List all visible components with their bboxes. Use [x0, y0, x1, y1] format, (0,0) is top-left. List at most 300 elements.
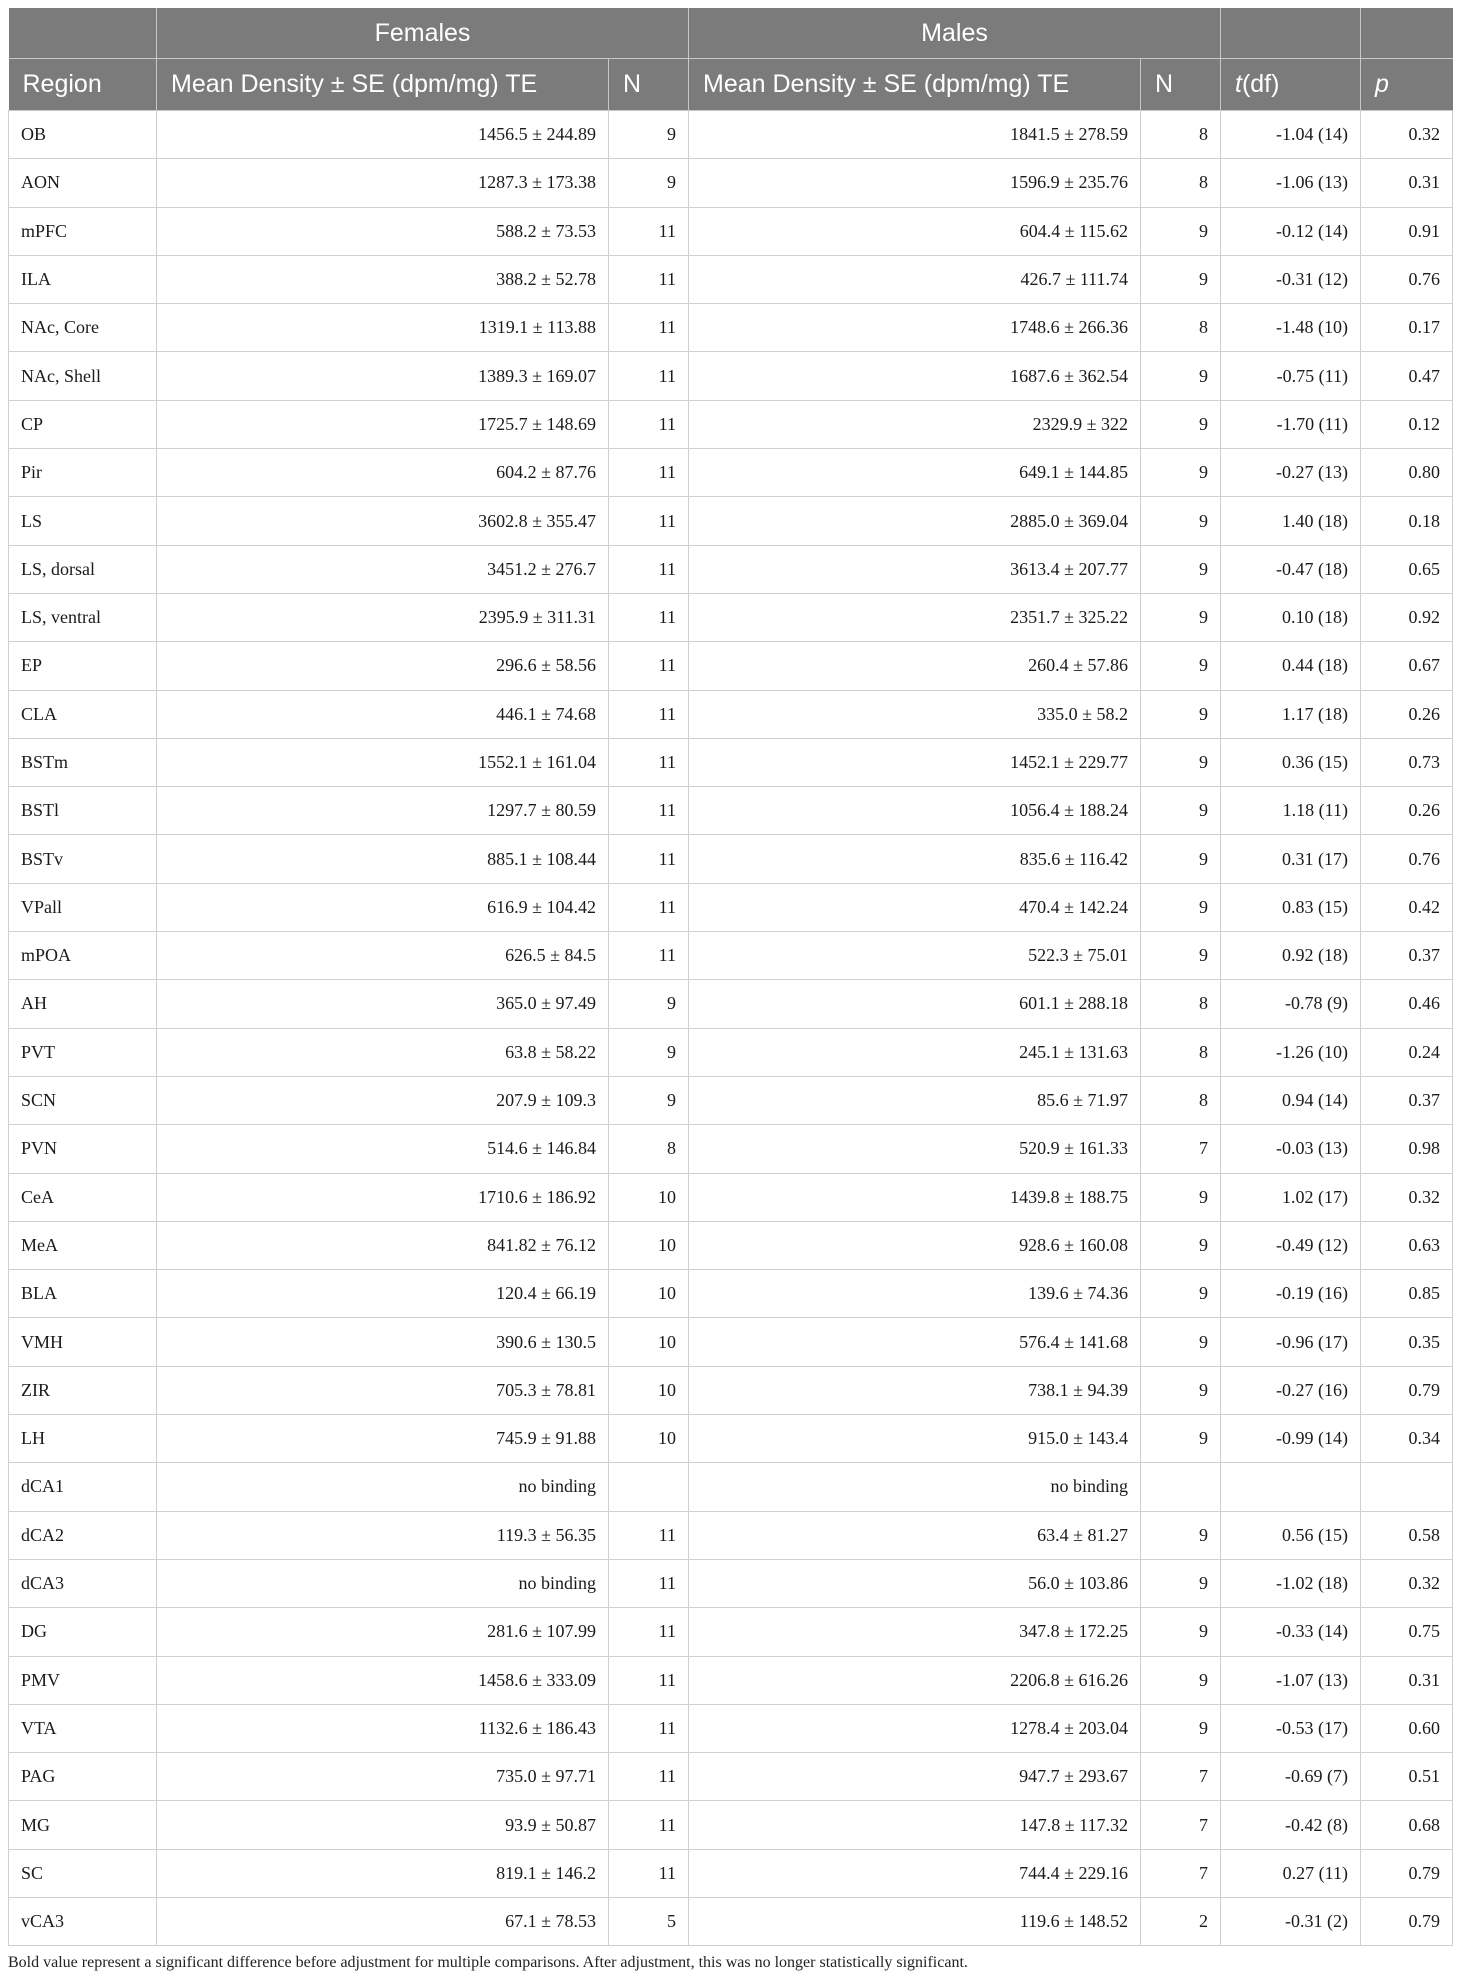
- cell-female-mean: 1287.3 ± 173.38: [157, 159, 609, 207]
- cell-region: CLA: [9, 690, 157, 738]
- cell-female-mean: 1319.1 ± 113.88: [157, 304, 609, 352]
- cell-male-n: 9: [1141, 449, 1221, 497]
- cell-p: 0.63: [1361, 1221, 1453, 1269]
- cell-male-n: 9: [1141, 690, 1221, 738]
- cell-female-n: 10: [609, 1366, 689, 1414]
- cell-male-n: 7: [1141, 1753, 1221, 1801]
- cell-male-n: 9: [1141, 642, 1221, 690]
- cell-p: [1361, 1463, 1453, 1511]
- table-container: [8, 8, 1452, 1972]
- table-row: [9, 1366, 1453, 1414]
- cell-t: -0.53 (17): [1221, 1704, 1361, 1752]
- header-p: [1361, 59, 1453, 111]
- cell-female-n: 11: [609, 449, 689, 497]
- cell-male-mean: 649.1 ± 144.85: [689, 449, 1141, 497]
- cell-male-mean: 1056.4 ± 188.24: [689, 787, 1141, 835]
- header-region: Region: [9, 59, 157, 111]
- cell-p: 0.65: [1361, 545, 1453, 593]
- cell-t: -0.69 (7): [1221, 1753, 1361, 1801]
- cell-female-n: 11: [609, 787, 689, 835]
- cell-t: 1.40 (18): [1221, 497, 1361, 545]
- cell-male-mean: 2351.7 ± 325.22: [689, 593, 1141, 641]
- cell-male-mean: 426.7 ± 111.74: [689, 255, 1141, 303]
- cell-t: 1.17 (18): [1221, 690, 1361, 738]
- cell-male-mean: 1748.6 ± 266.36: [689, 304, 1141, 352]
- cell-female-mean: 296.6 ± 58.56: [157, 642, 609, 690]
- table-row: [9, 1849, 1453, 1897]
- cell-female-n: 5: [609, 1897, 689, 1945]
- cell-region: LS, ventral: [9, 593, 157, 641]
- cell-region: LS: [9, 497, 157, 545]
- cell-male-mean: 347.8 ± 172.25: [689, 1608, 1141, 1656]
- cell-male-n: 9: [1141, 738, 1221, 786]
- cell-male-mean: 2206.8 ± 616.26: [689, 1656, 1141, 1704]
- cell-p: 0.37: [1361, 1076, 1453, 1124]
- cell-male-mean: 947.7 ± 293.67: [689, 1753, 1141, 1801]
- cell-region: dCA2: [9, 1511, 157, 1559]
- cell-female-n: 9: [609, 980, 689, 1028]
- cell-female-n: 10: [609, 1318, 689, 1366]
- cell-region: vCA3: [9, 1897, 157, 1945]
- table-row: [9, 304, 1453, 352]
- cell-region: dCA1: [9, 1463, 157, 1511]
- cell-female-n: 11: [609, 1608, 689, 1656]
- cell-t: -0.33 (14): [1221, 1608, 1361, 1656]
- cell-t: -0.31 (12): [1221, 255, 1361, 303]
- cell-male-mean: 3613.4 ± 207.77: [689, 545, 1141, 593]
- cell-female-mean: 1389.3 ± 169.07: [157, 352, 609, 400]
- cell-region: VMH: [9, 1318, 157, 1366]
- cell-t: -0.12 (14): [1221, 207, 1361, 255]
- cell-p: 0.26: [1361, 690, 1453, 738]
- table-row: [9, 787, 1453, 835]
- cell-t: 0.10 (18): [1221, 593, 1361, 641]
- cell-male-n: 9: [1141, 1415, 1221, 1463]
- cell-region: Pir: [9, 449, 157, 497]
- table-row: [9, 111, 1453, 159]
- cell-female-n: 9: [609, 1028, 689, 1076]
- table-row: [9, 883, 1453, 931]
- cell-region: BSTl: [9, 787, 157, 835]
- cell-t: -0.31 (2): [1221, 1897, 1361, 1945]
- cell-female-mean: 67.1 ± 78.53: [157, 1897, 609, 1945]
- table-row: [9, 1125, 1453, 1173]
- cell-region: SC: [9, 1849, 157, 1897]
- cell-region: AH: [9, 980, 157, 1028]
- cell-male-mean: 604.4 ± 115.62: [689, 207, 1141, 255]
- cell-p: 0.32: [1361, 1559, 1453, 1607]
- cell-t: -0.27 (16): [1221, 1366, 1361, 1414]
- cell-female-n: 11: [609, 835, 689, 883]
- cell-male-n: 8: [1141, 1076, 1221, 1124]
- cell-female-mean: 841.82 ± 76.12: [157, 1221, 609, 1269]
- cell-female-mean: 1456.5 ± 244.89: [157, 111, 609, 159]
- cell-p: 0.18: [1361, 497, 1453, 545]
- cell-male-n: 8: [1141, 304, 1221, 352]
- cell-p: 0.67: [1361, 642, 1453, 690]
- cell-male-mean: 520.9 ± 161.33: [689, 1125, 1141, 1173]
- cell-region: BLA: [9, 1270, 157, 1318]
- table-header: [9, 8, 1453, 111]
- header-male-mean: Mean Density ± SE (dpm/mg) TE: [689, 59, 1141, 111]
- cell-male-n: 9: [1141, 1559, 1221, 1607]
- cell-female-n: 9: [609, 1076, 689, 1124]
- cell-female-mean: 1552.1 ± 161.04: [157, 738, 609, 786]
- cell-female-mean: 819.1 ± 146.2: [157, 1849, 609, 1897]
- cell-p: 0.79: [1361, 1897, 1453, 1945]
- cell-male-n: 9: [1141, 835, 1221, 883]
- cell-female-mean: 446.1 ± 74.68: [157, 690, 609, 738]
- cell-p: 0.85: [1361, 1270, 1453, 1318]
- cell-region: DG: [9, 1608, 157, 1656]
- cell-female-mean: 207.9 ± 109.3: [157, 1076, 609, 1124]
- cell-male-n: [1141, 1463, 1221, 1511]
- table-row: [9, 980, 1453, 1028]
- table-row: [9, 690, 1453, 738]
- table-row: [9, 1897, 1453, 1945]
- cell-female-mean: 616.9 ± 104.42: [157, 883, 609, 931]
- cell-male-n: 9: [1141, 400, 1221, 448]
- cell-t: 0.92 (18): [1221, 932, 1361, 980]
- cell-t: -1.26 (10): [1221, 1028, 1361, 1076]
- table-row: [9, 1463, 1453, 1511]
- cell-male-mean: 63.4 ± 81.27: [689, 1511, 1141, 1559]
- header-group-males: Males: [689, 8, 1221, 59]
- cell-female-mean: 1710.6 ± 186.92: [157, 1173, 609, 1221]
- cell-t: 0.31 (17): [1221, 835, 1361, 883]
- cell-female-n: 10: [609, 1415, 689, 1463]
- cell-t: -1.04 (14): [1221, 111, 1361, 159]
- cell-t: -1.07 (13): [1221, 1656, 1361, 1704]
- table-row: [9, 738, 1453, 786]
- cell-female-n: 11: [609, 1704, 689, 1752]
- cell-female-n: 11: [609, 1656, 689, 1704]
- cell-male-mean: 928.6 ± 160.08: [689, 1221, 1141, 1269]
- cell-male-mean: 1841.5 ± 278.59: [689, 111, 1141, 159]
- cell-female-mean: 705.3 ± 78.81: [157, 1366, 609, 1414]
- cell-female-mean: 604.2 ± 87.76: [157, 449, 609, 497]
- cell-region: CeA: [9, 1173, 157, 1221]
- header-female-mean: Mean Density ± SE (dpm/mg) TE: [157, 59, 609, 111]
- cell-t: -0.78 (9): [1221, 980, 1361, 1028]
- table-row: [9, 1656, 1453, 1704]
- table-row: [9, 1221, 1453, 1269]
- cell-region: ZIR: [9, 1366, 157, 1414]
- table-row: [9, 1076, 1453, 1124]
- header-p-italic: p: [1375, 70, 1389, 98]
- cell-female-n: 11: [609, 207, 689, 255]
- cell-t: -0.19 (16): [1221, 1270, 1361, 1318]
- cell-region: VPall: [9, 883, 157, 931]
- cell-male-mean: 1439.8 ± 188.75: [689, 1173, 1141, 1221]
- table-row: [9, 1173, 1453, 1221]
- cell-t: -0.99 (14): [1221, 1415, 1361, 1463]
- cell-t: -0.42 (8): [1221, 1801, 1361, 1849]
- cell-female-n: 11: [609, 352, 689, 400]
- cell-male-n: 9: [1141, 883, 1221, 931]
- cell-male-mean: 470.4 ± 142.24: [689, 883, 1141, 931]
- cell-region: dCA3: [9, 1559, 157, 1607]
- cell-t: -1.48 (10): [1221, 304, 1361, 352]
- header-group-row: [9, 8, 1453, 59]
- cell-female-mean: 390.6 ± 130.5: [157, 1318, 609, 1366]
- cell-t: -0.27 (13): [1221, 449, 1361, 497]
- cell-female-mean: 588.2 ± 73.53: [157, 207, 609, 255]
- cell-male-n: 7: [1141, 1125, 1221, 1173]
- cell-male-mean: 601.1 ± 288.18: [689, 980, 1141, 1028]
- cell-female-n: 11: [609, 304, 689, 352]
- table-row: [9, 1704, 1453, 1752]
- cell-p: 0.31: [1361, 159, 1453, 207]
- cell-female-mean: 885.1 ± 108.44: [157, 835, 609, 883]
- cell-female-n: 11: [609, 738, 689, 786]
- cell-female-n: 11: [609, 1801, 689, 1849]
- cell-female-mean: 119.3 ± 56.35: [157, 1511, 609, 1559]
- cell-region: MG: [9, 1801, 157, 1849]
- cell-female-n: 11: [609, 1849, 689, 1897]
- cell-region: LH: [9, 1415, 157, 1463]
- cell-male-mean: 260.4 ± 57.86: [689, 642, 1141, 690]
- cell-female-mean: 365.0 ± 97.49: [157, 980, 609, 1028]
- cell-male-n: 9: [1141, 593, 1221, 641]
- cell-t: -1.02 (18): [1221, 1559, 1361, 1607]
- table-row: [9, 1028, 1453, 1076]
- cell-male-mean: 56.0 ± 103.86: [689, 1559, 1141, 1607]
- cell-male-mean: 738.1 ± 94.39: [689, 1366, 1141, 1414]
- header-column-row: [9, 59, 1453, 111]
- cell-male-mean: 2885.0 ± 369.04: [689, 497, 1141, 545]
- cell-region: mPFC: [9, 207, 157, 255]
- table-row: [9, 1318, 1453, 1366]
- cell-region: PVN: [9, 1125, 157, 1173]
- cell-region: SCN: [9, 1076, 157, 1124]
- cell-p: 0.47: [1361, 352, 1453, 400]
- cell-region: NAc, Shell: [9, 352, 157, 400]
- cell-p: 0.26: [1361, 787, 1453, 835]
- table-row: [9, 400, 1453, 448]
- table-row: [9, 352, 1453, 400]
- cell-female-n: 9: [609, 159, 689, 207]
- cell-t: -1.70 (11): [1221, 400, 1361, 448]
- cell-female-mean: 281.6 ± 107.99: [157, 1608, 609, 1656]
- cell-male-n: 9: [1141, 1704, 1221, 1752]
- table-row: [9, 1608, 1453, 1656]
- cell-region: PAG: [9, 1753, 157, 1801]
- cell-female-mean: no binding: [157, 1463, 609, 1511]
- header-t: t(df): [1221, 59, 1361, 111]
- cell-region: VTA: [9, 1704, 157, 1752]
- cell-male-n: 9: [1141, 545, 1221, 593]
- cell-region: MeA: [9, 1221, 157, 1269]
- cell-p: 0.80: [1361, 449, 1453, 497]
- cell-t: -0.03 (13): [1221, 1125, 1361, 1173]
- cell-p: 0.92: [1361, 593, 1453, 641]
- cell-t: 1.18 (11): [1221, 787, 1361, 835]
- cell-female-mean: 735.0 ± 97.71: [157, 1753, 609, 1801]
- cell-male-mean: 522.3 ± 75.01: [689, 932, 1141, 980]
- cell-region: mPOA: [9, 932, 157, 980]
- cell-male-n: 9: [1141, 352, 1221, 400]
- cell-male-mean: 245.1 ± 131.63: [689, 1028, 1141, 1076]
- cell-region: PMV: [9, 1656, 157, 1704]
- cell-t: 0.83 (15): [1221, 883, 1361, 931]
- table-row: [9, 1559, 1453, 1607]
- header-t-italic: t: [1235, 70, 1242, 98]
- cell-male-n: 9: [1141, 1511, 1221, 1559]
- cell-p: 0.98: [1361, 1125, 1453, 1173]
- cell-male-n: 7: [1141, 1849, 1221, 1897]
- cell-male-mean: 1596.9 ± 235.76: [689, 159, 1141, 207]
- cell-female-n: 11: [609, 593, 689, 641]
- cell-male-n: 9: [1141, 1221, 1221, 1269]
- table-row: [9, 255, 1453, 303]
- cell-female-n: 11: [609, 400, 689, 448]
- cell-female-n: 11: [609, 932, 689, 980]
- cell-p: 0.32: [1361, 1173, 1453, 1221]
- cell-female-n: 11: [609, 255, 689, 303]
- cell-male-n: 9: [1141, 1366, 1221, 1414]
- cell-male-n: 9: [1141, 1318, 1221, 1366]
- cell-p: 0.32: [1361, 111, 1453, 159]
- table-row: [9, 1415, 1453, 1463]
- cell-region: CP: [9, 400, 157, 448]
- cell-female-mean: 1725.7 ± 148.69: [157, 400, 609, 448]
- header-male-n: N: [1141, 59, 1221, 111]
- table-row: [9, 1801, 1453, 1849]
- cell-region: OB: [9, 111, 157, 159]
- cell-t: -0.96 (17): [1221, 1318, 1361, 1366]
- cell-female-n: [609, 1463, 689, 1511]
- cell-t: -0.49 (12): [1221, 1221, 1361, 1269]
- table-footnote: Bold value represent a significant difference before adjustment for multiple comparisons. After adjustment, this was no longer statistically significant.: [8, 1954, 968, 1972]
- cell-female-n: 10: [609, 1221, 689, 1269]
- cell-male-mean: no binding: [689, 1463, 1141, 1511]
- cell-female-mean: 626.5 ± 84.5: [157, 932, 609, 980]
- cell-female-mean: no binding: [157, 1559, 609, 1607]
- header-group-females: Females: [157, 8, 689, 59]
- cell-male-mean: 335.0 ± 58.2: [689, 690, 1141, 738]
- cell-female-mean: 63.8 ± 58.22: [157, 1028, 609, 1076]
- cell-region: LS, dorsal: [9, 545, 157, 593]
- cell-male-n: 9: [1141, 1270, 1221, 1318]
- cell-female-n: 11: [609, 545, 689, 593]
- cell-p: 0.75: [1361, 1608, 1453, 1656]
- cell-male-n: 9: [1141, 1608, 1221, 1656]
- cell-female-mean: 3602.8 ± 355.47: [157, 497, 609, 545]
- cell-female-mean: 1132.6 ± 186.43: [157, 1704, 609, 1752]
- cell-p: 0.34: [1361, 1415, 1453, 1463]
- cell-male-mean: 576.4 ± 141.68: [689, 1318, 1141, 1366]
- cell-female-mean: 1458.6 ± 333.09: [157, 1656, 609, 1704]
- table-row: [9, 449, 1453, 497]
- cell-t: 1.02 (17): [1221, 1173, 1361, 1221]
- cell-female-n: 10: [609, 1173, 689, 1221]
- cell-female-n: 11: [609, 1511, 689, 1559]
- cell-p: 0.51: [1361, 1753, 1453, 1801]
- cell-male-n: 9: [1141, 207, 1221, 255]
- cell-male-n: 9: [1141, 787, 1221, 835]
- cell-female-n: 11: [609, 642, 689, 690]
- cell-male-n: 8: [1141, 980, 1221, 1028]
- cell-male-n: 9: [1141, 255, 1221, 303]
- density-table: [8, 8, 1453, 1946]
- cell-male-mean: 915.0 ± 143.4: [689, 1415, 1141, 1463]
- cell-region: ILA: [9, 255, 157, 303]
- cell-region: BSTm: [9, 738, 157, 786]
- cell-p: 0.37: [1361, 932, 1453, 980]
- table-row: [9, 497, 1453, 545]
- cell-male-n: 8: [1141, 1028, 1221, 1076]
- cell-female-n: 8: [609, 1125, 689, 1173]
- cell-t: [1221, 1463, 1361, 1511]
- cell-male-n: 7: [1141, 1801, 1221, 1849]
- cell-male-mean: 1452.1 ± 229.77: [689, 738, 1141, 786]
- cell-female-mean: 388.2 ± 52.78: [157, 255, 609, 303]
- cell-region: BSTv: [9, 835, 157, 883]
- cell-female-mean: 93.9 ± 50.87: [157, 1801, 609, 1849]
- cell-male-n: 9: [1141, 497, 1221, 545]
- cell-p: 0.91: [1361, 207, 1453, 255]
- cell-male-n: 9: [1141, 1656, 1221, 1704]
- cell-male-mean: 147.8 ± 117.32: [689, 1801, 1141, 1849]
- cell-t: 0.44 (18): [1221, 642, 1361, 690]
- cell-female-n: 10: [609, 1270, 689, 1318]
- cell-female-mean: 2395.9 ± 311.31: [157, 593, 609, 641]
- cell-p: 0.24: [1361, 1028, 1453, 1076]
- cell-female-mean: 745.9 ± 91.88: [157, 1415, 609, 1463]
- cell-p: 0.76: [1361, 835, 1453, 883]
- cell-male-mean: 119.6 ± 148.52: [689, 1897, 1141, 1945]
- cell-female-n: 11: [609, 690, 689, 738]
- cell-p: 0.46: [1361, 980, 1453, 1028]
- table-row: [9, 1511, 1453, 1559]
- cell-female-n: 11: [609, 1559, 689, 1607]
- cell-female-n: 11: [609, 497, 689, 545]
- header-female-n: N: [609, 59, 689, 111]
- cell-male-mean: 835.6 ± 116.42: [689, 835, 1141, 883]
- cell-male-mean: 1278.4 ± 203.04: [689, 1704, 1141, 1752]
- table-row: [9, 642, 1453, 690]
- cell-male-mean: 85.6 ± 71.97: [689, 1076, 1141, 1124]
- cell-t: 0.56 (15): [1221, 1511, 1361, 1559]
- cell-p: 0.79: [1361, 1366, 1453, 1414]
- table-row: [9, 1270, 1453, 1318]
- cell-male-mean: 2329.9 ± 322: [689, 400, 1141, 448]
- cell-p: 0.76: [1361, 255, 1453, 303]
- cell-male-n: 9: [1141, 932, 1221, 980]
- cell-p: 0.12: [1361, 400, 1453, 448]
- table-row: [9, 207, 1453, 255]
- cell-region: PVT: [9, 1028, 157, 1076]
- cell-female-n: 11: [609, 883, 689, 931]
- cell-t: 0.27 (11): [1221, 1849, 1361, 1897]
- cell-t: -0.47 (18): [1221, 545, 1361, 593]
- cell-female-mean: 3451.2 ± 276.7: [157, 545, 609, 593]
- table-row: [9, 593, 1453, 641]
- cell-t: -1.06 (13): [1221, 159, 1361, 207]
- cell-male-n: 8: [1141, 159, 1221, 207]
- cell-region: NAc, Core: [9, 304, 157, 352]
- cell-female-n: 9: [609, 111, 689, 159]
- header-blank-p: [1361, 8, 1453, 59]
- cell-female-mean: 120.4 ± 66.19: [157, 1270, 609, 1318]
- cell-p: 0.60: [1361, 1704, 1453, 1752]
- cell-female-n: 11: [609, 1753, 689, 1801]
- table-row: [9, 1753, 1453, 1801]
- cell-p: 0.68: [1361, 1801, 1453, 1849]
- cell-female-mean: 514.6 ± 146.84: [157, 1125, 609, 1173]
- cell-p: 0.35: [1361, 1318, 1453, 1366]
